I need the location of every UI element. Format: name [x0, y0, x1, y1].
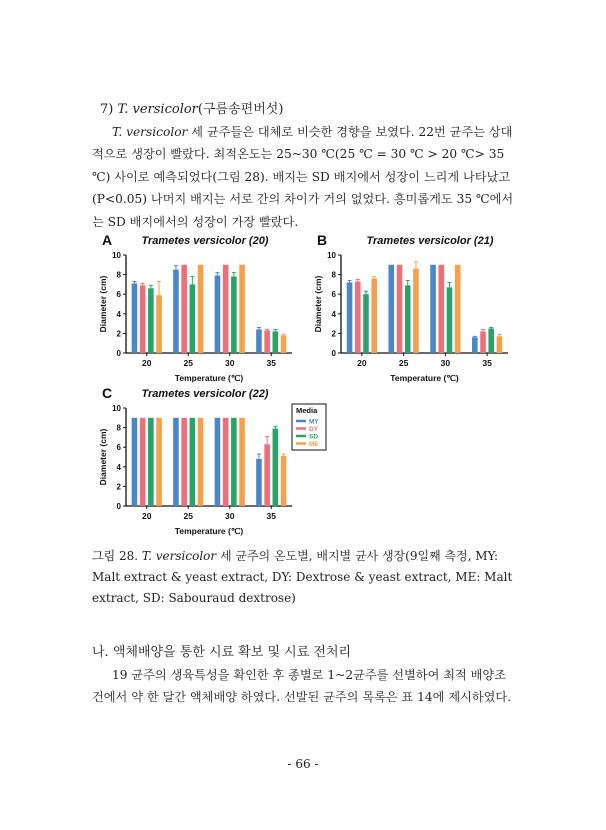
heading-species: T. versicolor: [117, 102, 198, 117]
bar-me: [156, 295, 162, 353]
bar-sd: [190, 418, 196, 506]
x-axis-label-b: Temperature (℃): [390, 373, 459, 383]
bar-sd: [231, 418, 237, 506]
bar-sd: [273, 331, 279, 353]
x-tick-label: 30: [225, 511, 235, 521]
bar-me: [413, 269, 419, 353]
section-2-heading: 나. 액체배양을 통한 시료 확보 및 시료 전처리: [92, 645, 352, 660]
y-tick-label: 10: [112, 251, 121, 260]
heading-prefix: 7): [100, 102, 118, 117]
caption-prefix: 그림 28.: [92, 549, 142, 563]
bar-dy: [140, 285, 146, 353]
bar-dy: [181, 265, 187, 353]
chart-panel-c: [98, 385, 292, 536]
bar-dy: [140, 418, 146, 506]
x-tick-label: 30: [225, 358, 235, 368]
bar-my: [389, 265, 395, 353]
bar-sd: [363, 294, 369, 353]
x-tick-label: 25: [398, 358, 409, 368]
bar-my: [472, 337, 478, 353]
legend-label-my: MY: [309, 418, 319, 426]
page-number: - 66 -: [287, 757, 319, 771]
chart-legend: [292, 404, 326, 450]
y-tick-label: 6: [331, 290, 336, 300]
bar-sd: [231, 277, 237, 353]
x-tick-label: 30: [440, 358, 451, 368]
panel-label-c: C: [102, 385, 113, 401]
body-paragraph-2: 19 균주의 생육특성을 확인한 후 종별로 1~2균주를 선별하여 최적 배양조건에서 약 한 달간 액체배양 하였다. 선발된 균주의 목록은 표 14에 제시하였다.: [92, 668, 512, 705]
bar-dy: [480, 331, 486, 353]
bar-me: [198, 265, 204, 353]
figure-caption: [92, 546, 522, 609]
legend-label-me: ME: [309, 441, 319, 448]
x-tick-label: 25: [183, 511, 193, 521]
bar-me: [281, 456, 287, 506]
x-axis-label-c: Temperature (℃): [174, 526, 244, 536]
bar-my: [132, 418, 138, 506]
bar-sd: [148, 418, 154, 506]
bar-my: [215, 276, 221, 353]
y-tick-label: 2: [331, 329, 336, 339]
y-tick-label: 2: [116, 482, 121, 492]
y-tick-label: 10: [112, 404, 121, 413]
bar-me: [371, 279, 377, 353]
x-axis-label-a: Temperature (℃): [174, 373, 244, 383]
bar-me: [198, 418, 204, 506]
y-axis-label-a: Diameter (cm): [98, 275, 108, 333]
bar-dy: [355, 281, 361, 353]
bar-me: [239, 418, 245, 506]
y-tick-label: 8: [116, 423, 121, 433]
bar-me: [156, 418, 162, 506]
y-tick-label: 8: [116, 270, 121, 280]
bar-my: [430, 265, 436, 353]
chart-title-b: Trametes versicolor (21): [366, 235, 494, 247]
bar-dy: [223, 418, 229, 506]
bar-me: [455, 265, 461, 353]
y-tick-label: 4: [116, 462, 121, 472]
bar-me: [239, 265, 245, 353]
bar-me: [281, 335, 287, 353]
caption-species: T. versicolor: [141, 549, 217, 563]
bar-my: [132, 283, 138, 353]
legend-label-dy: DY: [309, 426, 319, 433]
legend-label-sd: SD: [309, 433, 319, 441]
bar-dy: [264, 444, 270, 506]
bar-sd: [447, 287, 453, 353]
x-tick-label: 35: [266, 358, 276, 368]
y-tick-label: 4: [116, 309, 121, 319]
bar-dy: [181, 418, 187, 506]
heading-suffix: (구름송편버섯): [197, 102, 284, 117]
y-tick-label: 2: [116, 329, 121, 339]
x-tick-label: 20: [142, 511, 152, 521]
y-axis-label-b: Diameter (cm): [313, 275, 323, 333]
bar-dy: [223, 265, 229, 353]
chart-panel-b: [313, 232, 508, 383]
y-axis-label-c: Diameter (cm): [98, 428, 108, 486]
chart-title-c: Trametes versicolor (22): [141, 388, 269, 400]
para1-species: T. versicolor: [112, 125, 188, 139]
bar-sd: [273, 429, 279, 506]
y-tick-label: 4: [331, 309, 336, 319]
legend-title: Media: [296, 406, 318, 415]
y-tick-label: 0: [116, 349, 121, 358]
para1-text: 세 균주들은 대체로 비슷한 경향을 보였다. 22번 균주는 상대적으로 생장이 빨랐다. 최적온도는 25~30 ℃(25 ℃ = 30 ℃ > 20 ℃> 35 ℃) 사이로 예측되었다(그림 28). 배지는 SD 배지에서 성장이 느리게 나타났고 (P<0.05) 나머지 배지는 서로 간의 차이가 거의 없었다. 흥미롭게도 35 ℃에서는 SD 배지에서의 성장이 가장 빨랐다.: [92, 125, 514, 229]
x-tick-label: 20: [142, 358, 152, 368]
x-tick-label: 20: [357, 358, 367, 368]
chart-title-a: Trametes versicolor (20): [141, 235, 269, 247]
bar-me: [497, 336, 503, 353]
x-tick-label: 25: [183, 358, 193, 368]
bar-dy: [438, 265, 444, 353]
x-tick-label: 35: [482, 358, 492, 368]
panel-label-b: B: [317, 232, 328, 248]
y-tick-label: 0: [116, 502, 121, 511]
y-tick-label: 6: [116, 290, 121, 300]
bar-sd: [488, 329, 494, 354]
y-tick-label: 6: [116, 443, 121, 453]
panel-label-a: A: [102, 232, 113, 248]
bar-my: [215, 418, 221, 506]
bar-my: [256, 329, 262, 353]
y-tick-label: 0: [331, 349, 336, 358]
bar-sd: [148, 288, 154, 353]
caption-text: 세 균주의 온도별, 배지별 균사 생장(9일째 측정, MY: Malt extract & yeast extract, DY: Dextrose & yeast extract, ME: Malt extract, SD: Sabouraud dextrose): [92, 549, 513, 605]
bar-my: [173, 270, 179, 353]
x-tick-label: 35: [266, 511, 276, 521]
bar-dy: [264, 330, 270, 353]
chart-panel-a: [98, 232, 292, 383]
y-tick-label: 8: [331, 270, 336, 280]
bar-my: [173, 418, 179, 506]
bar-my: [256, 459, 262, 506]
bar-my: [347, 282, 353, 353]
bar-sd: [405, 285, 411, 353]
y-tick-label: 10: [327, 251, 336, 260]
bar-sd: [190, 284, 196, 353]
bar-dy: [397, 265, 403, 353]
